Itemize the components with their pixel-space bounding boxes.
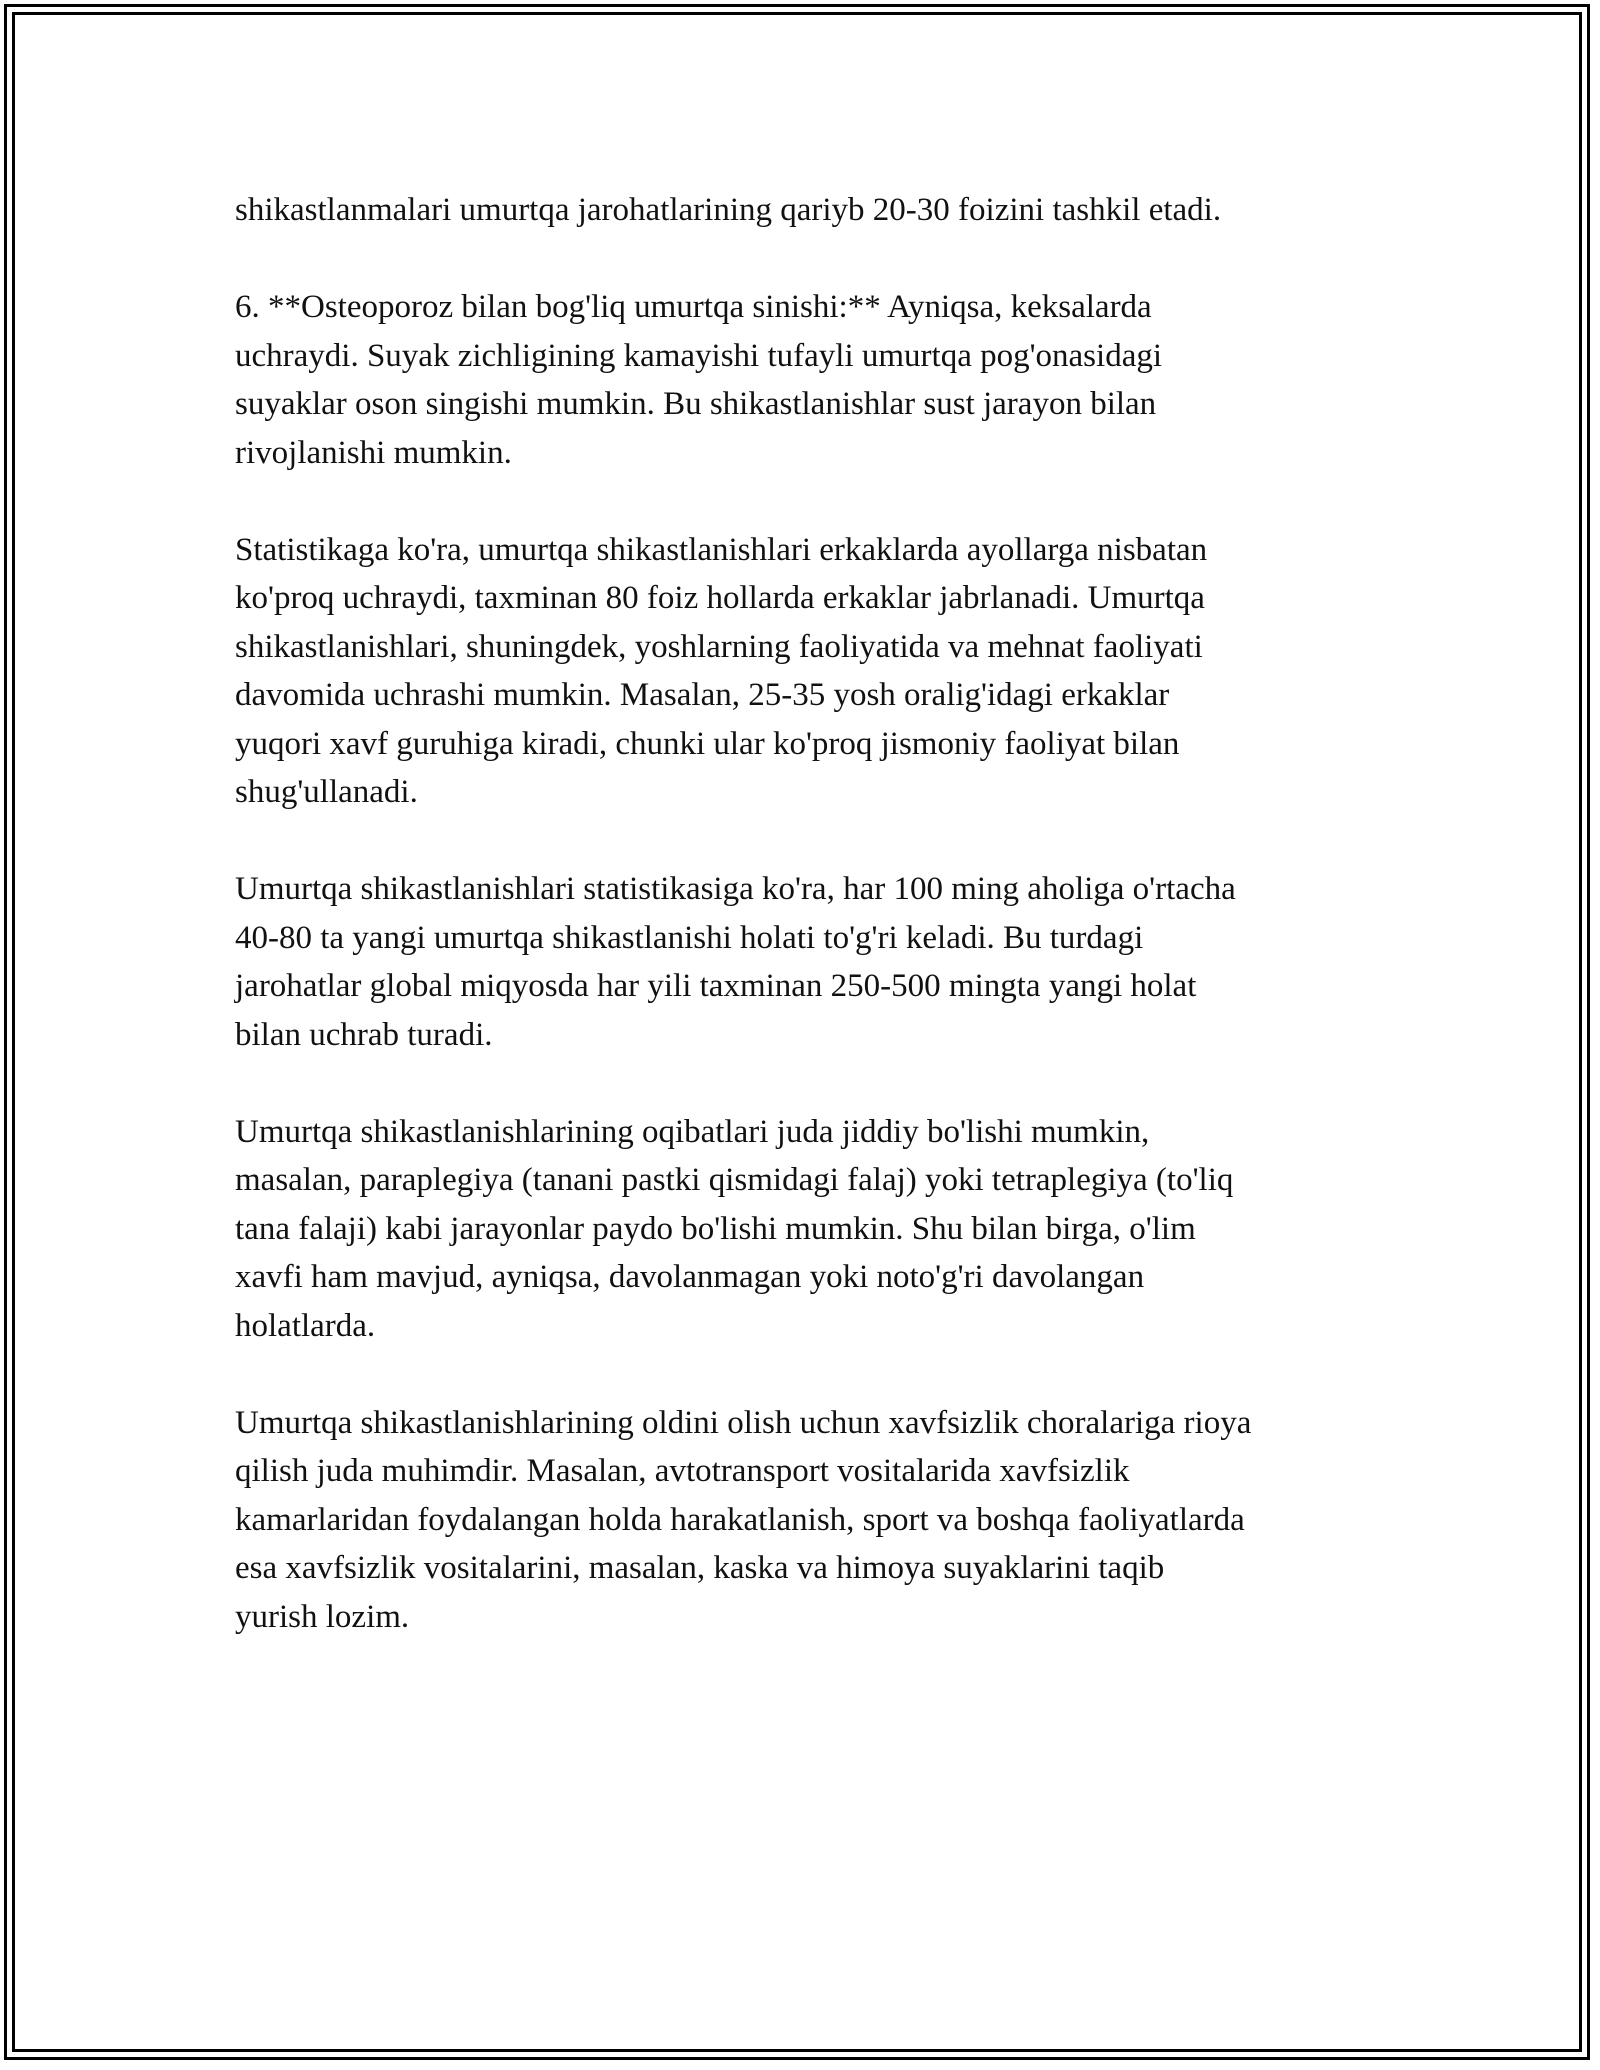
document-body (235, 186, 1375, 1690)
paragraph-gender-statistics: Statistikaga ko'ra, umurtqa shikastlanishlari erkaklarda ayollarga nisbatan ko'proq uchraydi, taxminan 80 foiz hollarda erkaklar jabrlanadi. Umurtqa shikastlanishlari, shuningdek, yoshlarning faoliyatida va mehnat faoliyati davomida uchrashi mumkin. Masalan, 25-35 yosh oralig'idagi erkaklar yuqori xavf guruhiga kiradi, chunki ular ko'proq jismoniy faoliyat bilan shug'ullanadi. (235, 531, 1208, 810)
paragraph-prevention: Umurtqa shikastlanishlarining oldini olish uchun xavfsizlik choralariga rioya qilish juda muhimdir. Masalan, avtotransport vositalarida xavfsizlik kamarlaridan foydalangan holda harakatlanish, sport va boshqa faoliyatlarda esa xavfsizlik vositalarini, masalan, kaska va himoya suyaklarini taqib yurish lozim. (235, 1404, 1252, 1635)
paragraph-incidence-statistics: Umurtqa shikastlanishlari statistikasiga ko'ra, har 100 ming aholiga o'rtacha 40-80 ta yangi umurtqa shikastlanishi holati to'g'ri keladi. Bu turdagi jarohatlar global miqyosda har yili taxminan 250-500 mingta yangi holat bilan uchrab turadi. (235, 871, 1236, 1053)
paragraph-fracture-share: shikastlanmalari umurtqa jarohatlarining qariyb 20-30 foizini tashkil etadi. (235, 192, 1222, 228)
paragraph-osteoporosis: 6. **Osteoporoz bilan bog'liq umurtqa sinishi:** Ayniqsa, keksalarda uchraydi. Suyak zichligining kamayishi tufayli umurtqa pog'onasidagi suyaklar oson singishi mumkin. Bu shikastlanishlar sust jarayon bilan rivojlanishi mumkin. (235, 289, 1163, 471)
paragraph-consequences: Umurtqa shikastlanishlarining oqibatlari juda jiddiy bo'lishi mumkin, masalan, paraplegiya (tanani pastki qismidagi falaj) yoki tetraplegiya (to'liq tana falaji) kabi jarayonlar paydo bo'lishi mumkin. Shu bilan birga, o'lim xavfi ham mavjud, ayniqsa, davolanmagan yoki noto'g'ri davolangan holatlarda. (235, 1113, 1234, 1344)
